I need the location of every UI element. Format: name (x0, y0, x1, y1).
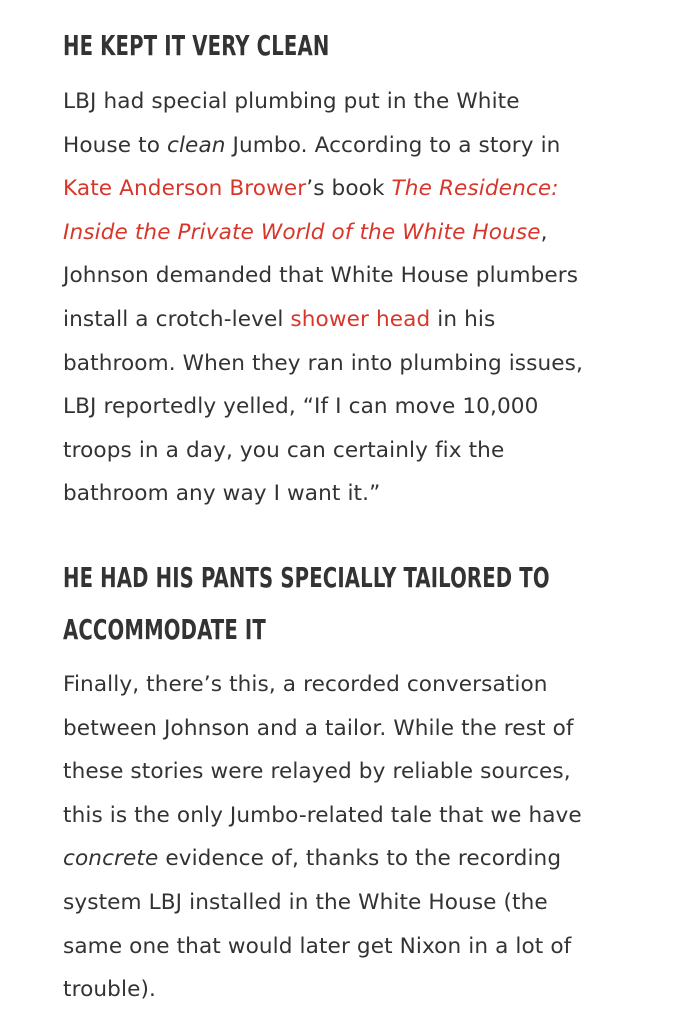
text-line: evidence of, thanks to the recording (158, 846, 562, 872)
author-link[interactable]: Kate Anderson Brower (63, 176, 307, 202)
section-heading-clean: HE KEPT IT VERY CLEAN (63, 29, 330, 62)
emphasis-text: clean (166, 132, 226, 158)
text-line: install a crotch-level (63, 306, 291, 332)
text-line: ’s book (306, 176, 392, 202)
text-line: House to (63, 132, 167, 158)
book-title-part2: Inside the Private World of the White House (63, 219, 541, 245)
paragraph-plumbing (63, 80, 583, 516)
text-line: bathroom any way I want it.” (63, 481, 381, 507)
text-line: this is the only Jumbo-related tale that we have (63, 802, 582, 828)
text-line: between Johnson and a tailor. While the rest of (63, 715, 574, 741)
section-heading-tailored (63, 552, 550, 656)
heading-line: ACCOMMODATE IT (63, 613, 266, 646)
text-line: LBJ reportedly yelled, “If I can move 10,000 (63, 394, 539, 420)
text-line: , (540, 219, 548, 245)
text-line: bathroom. When they ran into plumbing issues, (63, 350, 583, 376)
text-line: Finally, there’s this, a recorded conversation (63, 672, 548, 697)
text-line: in his (430, 306, 496, 332)
emphasis-text: concrete (63, 846, 159, 872)
paragraph-tailor (63, 663, 582, 1012)
text-line: Johnson demanded that White House plumbers (63, 263, 579, 289)
text-line: system LBJ installed in the White House (the (63, 889, 548, 915)
shower-head-link[interactable]: shower head (290, 306, 431, 332)
text-line: these stories were relayed by reliable sources, (63, 759, 571, 785)
heading-line: HE HAD HIS PANTS SPECIALLY TAILORED TO (63, 561, 550, 594)
book-title-part1: The Residence: (391, 176, 559, 202)
text-line: LBJ had special plumbing put in the White (63, 89, 520, 114)
text-line: same one that would later get Nixon in a lot of (63, 933, 572, 959)
text-line: trouble). (63, 977, 156, 1003)
text-line: Jumbo. According to a story in (225, 132, 561, 158)
text-line: troops in a day, you can certainly fix the (63, 437, 505, 463)
